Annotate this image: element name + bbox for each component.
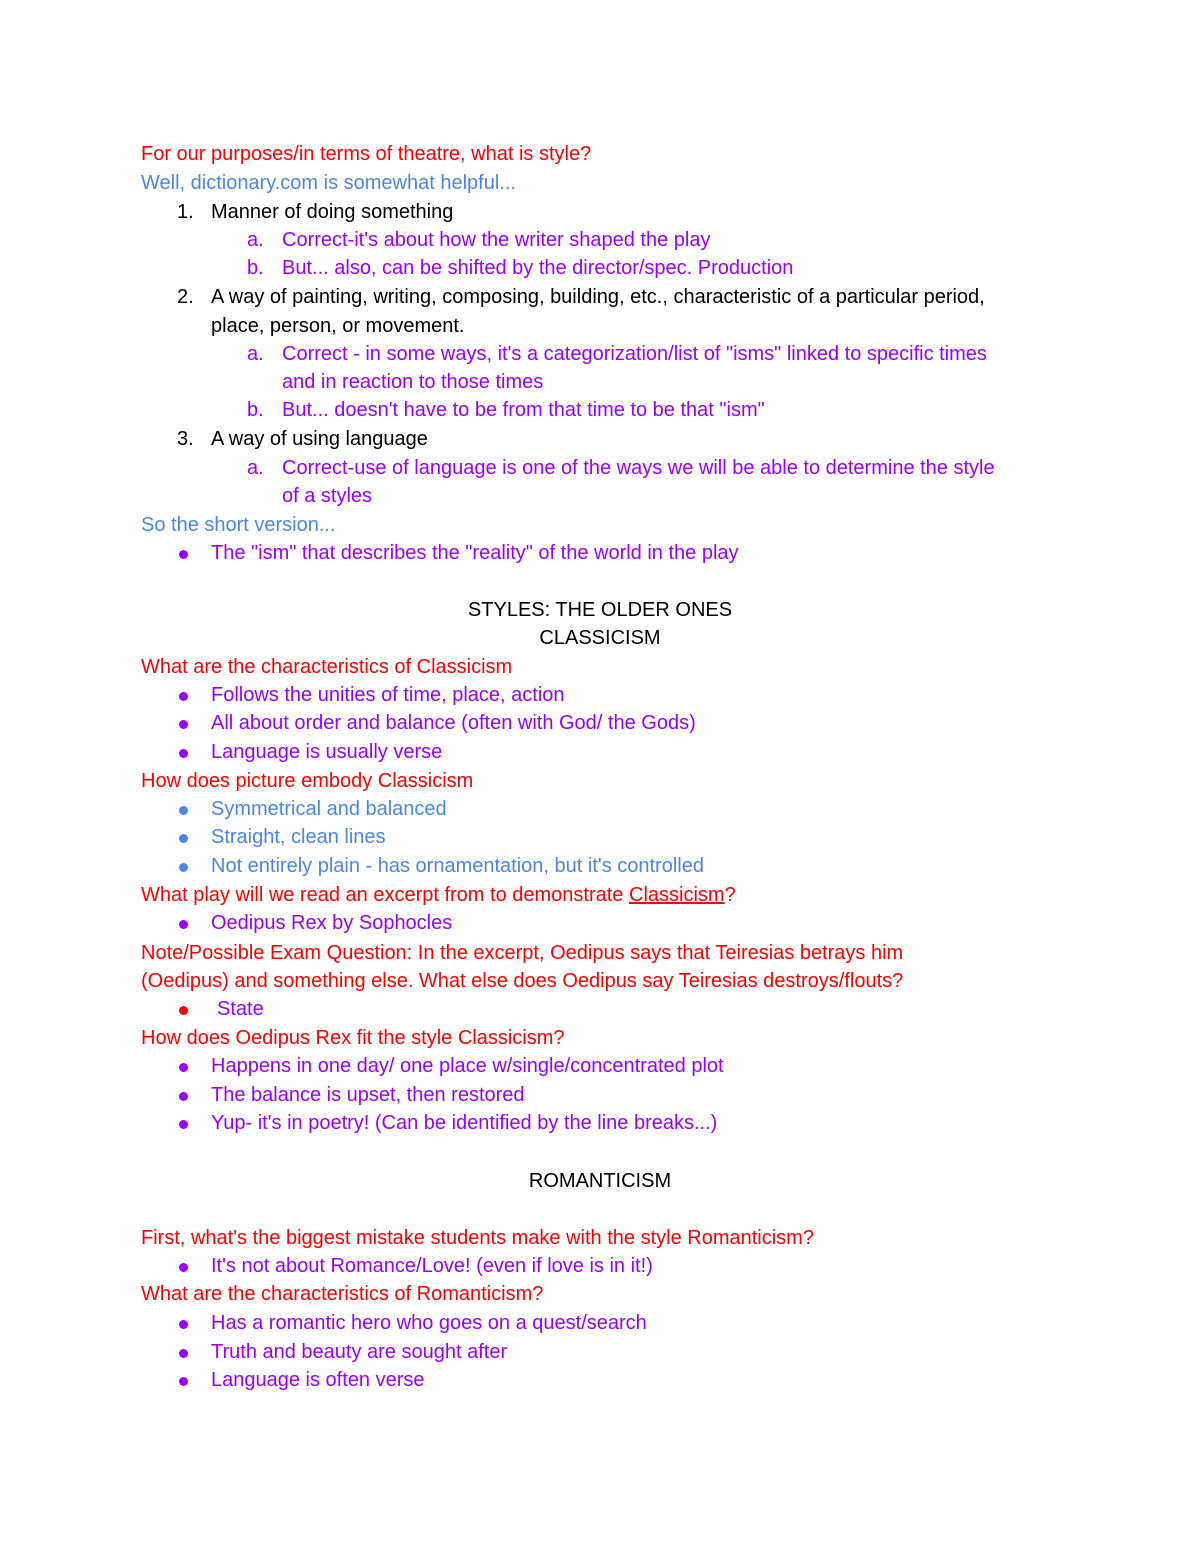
list-item: State bbox=[217, 998, 264, 1020]
list-item: The balance is upset, then restored bbox=[211, 1084, 525, 1106]
bullet-icon bbox=[179, 720, 188, 729]
sub-text: Correct-use of language is one of the ways we will be able to determine the style bbox=[282, 457, 995, 479]
sub-marker: b. bbox=[247, 399, 264, 421]
list-item: Oedipus Rex by Sophocles bbox=[211, 912, 453, 934]
list-item: Follows the unities of time, place, action bbox=[211, 684, 565, 706]
oedipus-question: How does Oedipus Rex fit the style Classicism? bbox=[141, 1027, 565, 1049]
play-question-text: What play will we read an excerpt from to demonstrate bbox=[141, 884, 629, 906]
bullet-icon bbox=[179, 1349, 188, 1358]
list-item: Truth and beauty are sought after bbox=[211, 1341, 508, 1363]
bullet-icon bbox=[179, 920, 188, 929]
sub-text: But... doesn't have to be from that time to be that "ism" bbox=[282, 399, 765, 421]
sub-marker: b. bbox=[247, 257, 264, 279]
bullet-icon bbox=[179, 1377, 188, 1386]
play-question-end: ? bbox=[724, 884, 736, 906]
bullet-icon bbox=[179, 749, 188, 758]
bullet-icon bbox=[179, 550, 188, 559]
bullet-icon bbox=[179, 1006, 188, 1015]
exam-note: Note/Possible Exam Question: In the excerpt, Oedipus says that Teiresias betrays him bbox=[141, 942, 904, 964]
classicism-link[interactable]: Classicism bbox=[629, 884, 725, 906]
short-version-bullet: The "ism" that describes the "reality" of the world in the play bbox=[211, 542, 739, 564]
bullet-icon bbox=[179, 1092, 188, 1101]
sub-text: Correct - in some ways, it's a categorization/list of "isms" linked to specific times bbox=[282, 343, 987, 365]
section-heading: ROMANTICISM bbox=[528, 1170, 672, 1192]
section-heading: STYLES: THE OLDER ONES bbox=[467, 599, 733, 621]
sub-text: of a styles bbox=[282, 485, 373, 507]
sub-marker: a. bbox=[247, 457, 264, 479]
list-item: Straight, clean lines bbox=[211, 826, 386, 848]
list-item: Happens in one day/ one place w/single/concentrated plot bbox=[211, 1055, 724, 1077]
dictionary-note: Well, dictionary.com is somewhat helpful... bbox=[141, 172, 516, 194]
definition-text: place, person, or movement. bbox=[211, 315, 465, 337]
exam-note: (Oedipus) and something else. What else does Oedipus say Teiresias destroys/flouts? bbox=[141, 970, 904, 992]
classicism-question: What are the characteristics of Classicism bbox=[141, 656, 513, 678]
mistake-question: First, what's the biggest mistake students make with the style Romanticism? bbox=[141, 1227, 814, 1249]
style-question: For our purposes/in terms of theatre, what is style? bbox=[141, 143, 592, 165]
list-marker: 2. bbox=[177, 286, 194, 308]
bullet-icon bbox=[179, 692, 188, 701]
list-item: Has a romantic hero who goes on a quest/search bbox=[211, 1312, 647, 1334]
list-item: Language is usually verse bbox=[211, 741, 443, 763]
bullet-icon bbox=[179, 806, 188, 815]
picture-question: How does picture embody Classicism bbox=[141, 770, 474, 792]
sub-text: But... also, can be shifted by the director/spec. Production bbox=[282, 257, 794, 279]
sub-marker: a. bbox=[247, 343, 264, 365]
definition-text: A way of painting, writing, composing, building, etc., characteristic of a particular period, bbox=[211, 286, 985, 308]
sub-marker: a. bbox=[247, 229, 264, 251]
list-item: Language is often verse bbox=[211, 1369, 425, 1391]
definition-text: A way of using language bbox=[211, 428, 428, 450]
bullet-icon bbox=[179, 1263, 188, 1272]
bullet-icon bbox=[179, 1320, 188, 1329]
sub-text: and in reaction to those times bbox=[282, 371, 544, 393]
play-question bbox=[141, 883, 736, 911]
list-item: All about order and balance (often with God/ the Gods) bbox=[211, 712, 696, 734]
bullet-icon bbox=[179, 1063, 188, 1072]
section-heading: CLASSICISM bbox=[539, 627, 661, 649]
bullet-icon bbox=[179, 1120, 188, 1129]
list-item: Symmetrical and balanced bbox=[211, 798, 447, 820]
definition-text: Manner of doing something bbox=[211, 201, 454, 223]
list-marker: 1. bbox=[177, 201, 194, 223]
list-marker: 3. bbox=[177, 428, 194, 450]
bullet-icon bbox=[179, 834, 188, 843]
list-item: It's not about Romance/Love! (even if love is in it!) bbox=[211, 1255, 653, 1277]
list-item: Not entirely plain - has ornamentation, but it's controlled bbox=[211, 855, 704, 877]
bullet-icon bbox=[179, 863, 188, 872]
list-item: Yup- it's in poetry! (Can be identified by the line breaks...) bbox=[211, 1112, 718, 1134]
romanticism-question: What are the characteristics of Romanticism? bbox=[141, 1283, 544, 1305]
short-version-label: So the short version... bbox=[141, 514, 336, 536]
sub-text: Correct-it's about how the writer shaped the play bbox=[282, 229, 711, 251]
